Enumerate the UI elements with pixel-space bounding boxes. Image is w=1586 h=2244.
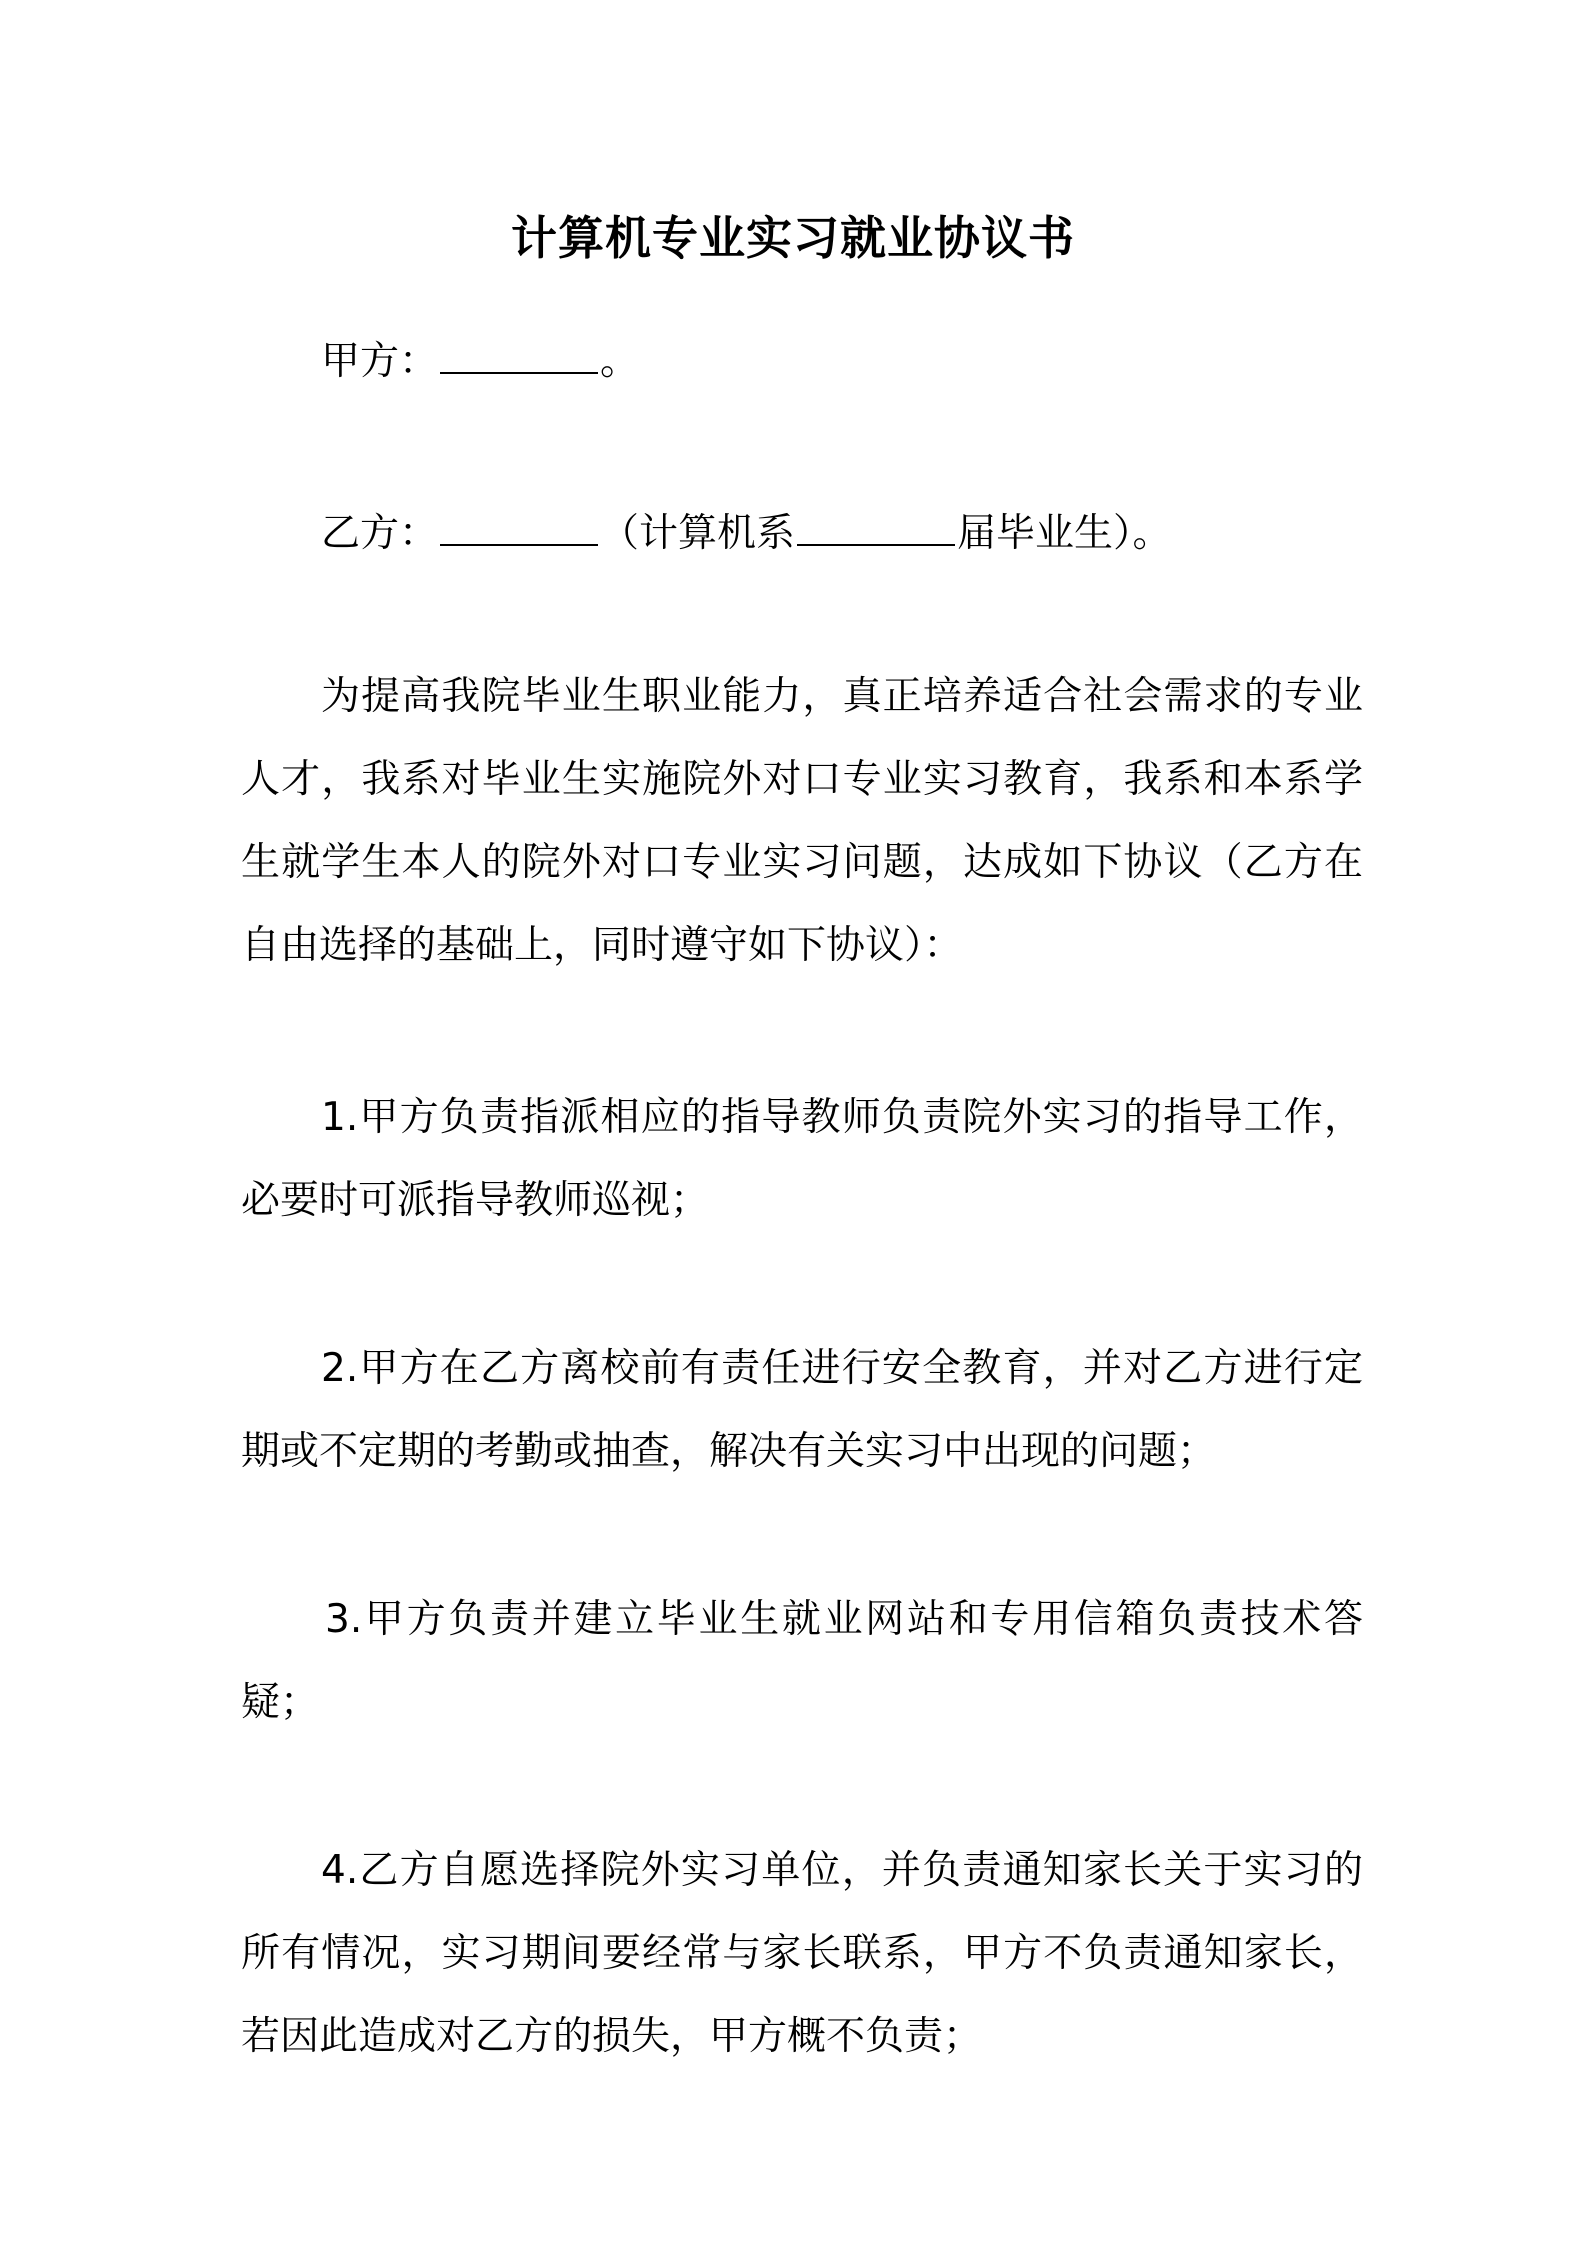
- intro-paragraph: 为提高我院毕业生职业能力，真正培养适合社会需求的专业人才，我系对毕业生实施院外对口专业实习教育，我系和本系学生就学生本人的院外对口专业实习问题，达成如下协议（乙方在自由选择的基础上，同时遵守如下协议）：: [241, 674, 1363, 968]
- party-a-label: 甲方：: [321, 339, 439, 384]
- document-title: 计算机专业实习就业协议书: [511, 211, 1075, 265]
- party-b-dept: （计算机系: [600, 511, 796, 556]
- party-b-year-blank: [797, 506, 955, 546]
- clause-2: 2.甲方在乙方离校前有责任进行安全教育，并对乙方进行定期或不定期的考勤或抽查，解决有关实习中出现的问题；: [241, 1346, 1363, 1474]
- party-b-label: 乙方：: [321, 511, 439, 556]
- party-a-blank: [440, 334, 598, 374]
- clause-4: 4.乙方自愿选择院外实习单位，并负责通知家长关于实习的所有情况，实习期间要经常与家长联系，甲方不负责通知家长，若因此造成对乙方的损失，甲方概不负责；: [241, 1848, 1363, 2059]
- party-b-name-blank: [440, 506, 598, 546]
- clause-1: 1.甲方负责指派相应的指导教师负责院外实习的指导工作，必要时可派指导教师巡视；: [241, 1095, 1363, 1223]
- clause-3: 3.甲方负责并建立毕业生就业网站和专用信箱负责技术答疑；: [241, 1597, 1363, 1725]
- party-b-line: [321, 506, 1172, 559]
- party-a-line: [321, 334, 639, 387]
- party-a-end: 。: [600, 339, 640, 384]
- party-b-end: 届毕业生）。: [957, 511, 1172, 556]
